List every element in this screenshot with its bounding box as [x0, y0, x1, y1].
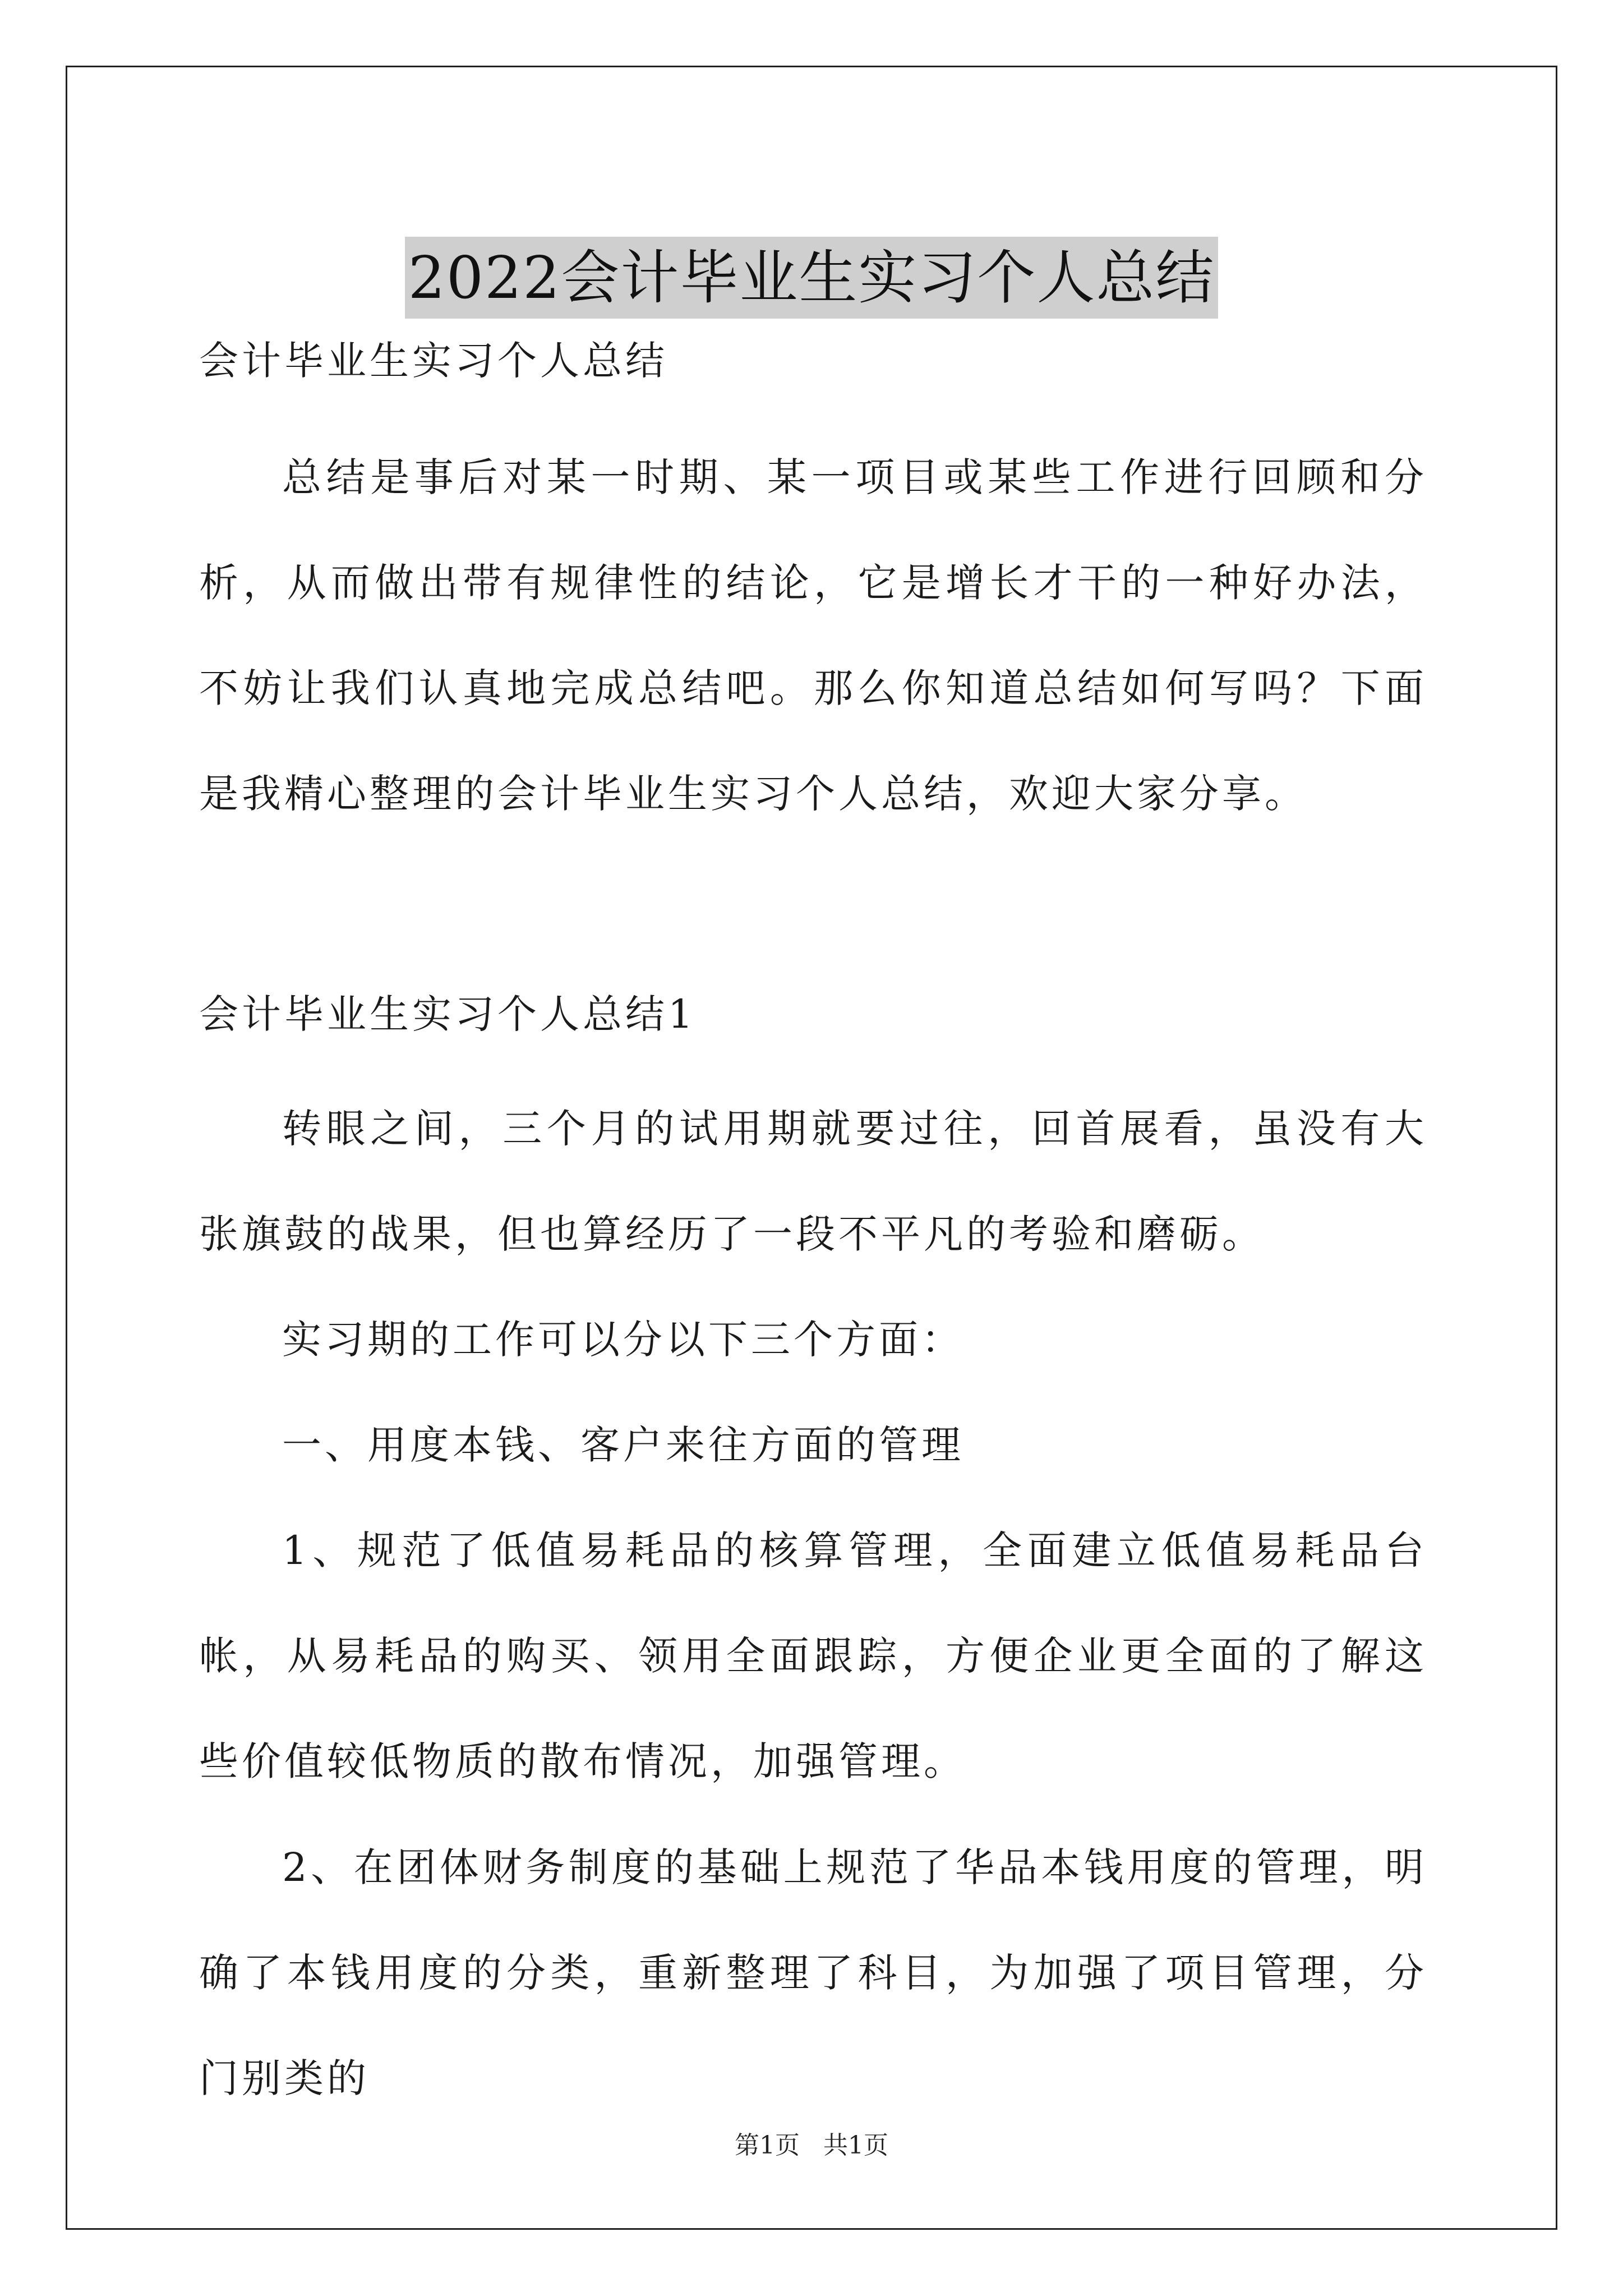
paragraph-body-1: 转眼之间，三个月的试用期就要过往，回首展看，虽没有大张旗鼓的战果，但也算经历了一段不平凡的考验和磨砺。: [199, 1106, 1427, 1257]
paragraph-body-4: 1、规范了低值易耗品的核算管理，全面建立低值易耗品台帐，从易耗品的购买、领用全面跟踪，方便企业更全面的了解这些价值较低物质的散布情况，加强管理。: [199, 1527, 1427, 1784]
paragraph-subtitle: 会计毕业生实习个人总结: [199, 338, 668, 384]
page-number: 第1页: [735, 2131, 800, 2160]
paragraph-body-5: 2、在团体财务制度的基础上规范了华品本钱用度的管理，明确了本钱用度的分类，重新整理了科目，为加强了项目管理，分门别类的: [199, 1844, 1427, 2101]
paragraph-body-2: 实习期的工作可以分以下三个方面：: [282, 1317, 964, 1363]
paragraph-body-3: 一、用度本钱、客户来往方面的管理: [282, 1422, 964, 1468]
page-total: 共1页: [823, 2131, 888, 2160]
page-footer: [0, 2129, 1623, 2162]
paragraph-section-heading: 会计毕业生实习个人总结1: [199, 991, 697, 1037]
document-title: 2022会计毕业生实习个人总结: [405, 237, 1219, 319]
paragraph-intro: 总结是事后对某一时期、某一项目或某些工作进行回顾和分析，从而做出带有规律性的结论，它是增长才干的一种好办法，不妨让我们认真地完成总结吧。那么你知道总结如何写吗？下面是我精心整理的会计毕业生实习个人总结，欢迎大家分享。: [199, 454, 1427, 817]
